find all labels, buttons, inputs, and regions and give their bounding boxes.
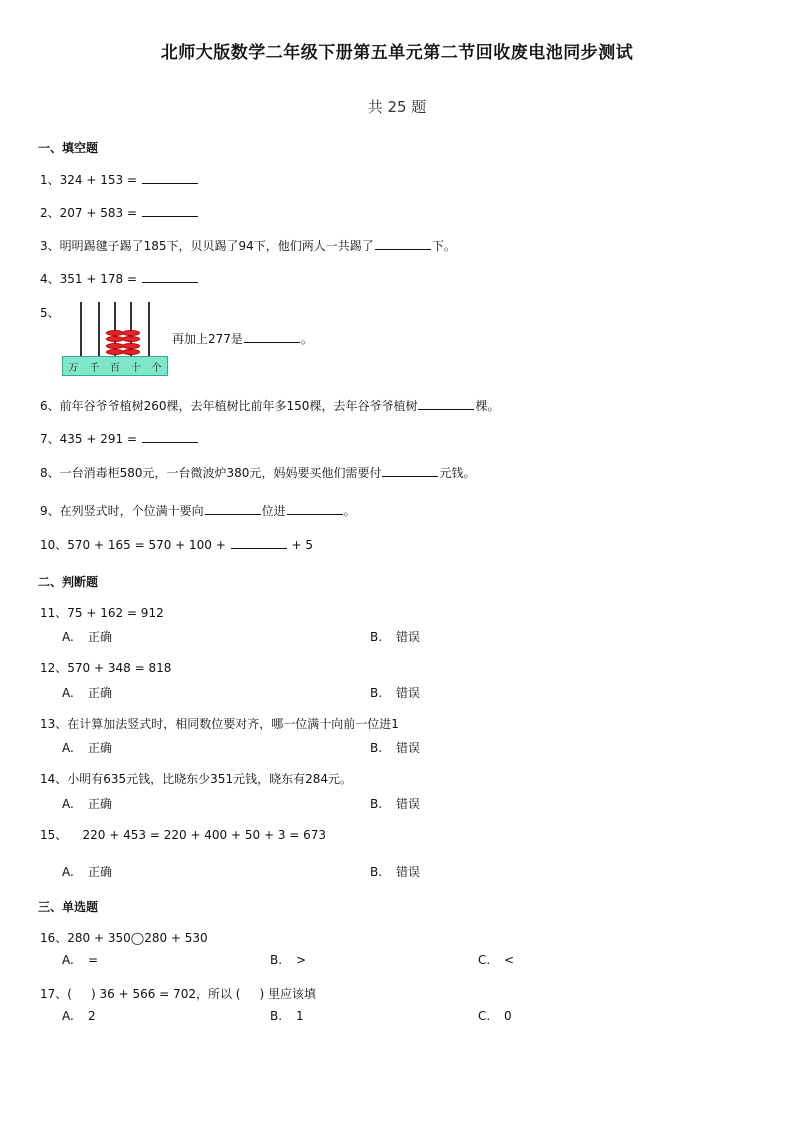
question-9 <box>40 502 356 519</box>
answer-blank[interactable] <box>205 502 261 515</box>
option-b[interactable]: B. 错误 <box>370 630 421 644</box>
question-text: 再加上277是 <box>172 332 243 346</box>
question-text-end: 元钱。 <box>439 466 476 480</box>
abacus-label: 个 <box>151 362 162 374</box>
question-5 <box>172 330 313 347</box>
question-text: 2、207 + 583 = <box>40 206 137 220</box>
option-a[interactable]: A. 正确 <box>62 797 113 811</box>
question-13: 13、在计算加法竖式时，相同数位要对齐，哪一位满十向前一位进1 <box>40 717 399 731</box>
abacus-base <box>62 356 168 376</box>
question-text-end: 。 <box>343 504 356 518</box>
page-title: 北师大版数学二年级下册第五单元第二节回收废电池同步测试 <box>160 43 634 63</box>
question-8 <box>40 464 475 481</box>
abacus-label: 十 <box>130 362 141 374</box>
option-b[interactable]: B. 1 <box>270 1009 304 1023</box>
question-text-end: 棵。 <box>475 399 500 413</box>
abacus-bead <box>122 330 140 336</box>
question-11: 11、75 + 162 = 912 <box>40 606 164 620</box>
abacus-bead <box>122 349 140 355</box>
abacus-bead <box>122 343 140 349</box>
abacus-rod <box>80 302 82 357</box>
abacus-rod <box>98 302 100 357</box>
answer-blank[interactable] <box>287 502 343 515</box>
question-5-number: 5、 <box>40 306 60 320</box>
abacus-label: 万 <box>68 362 79 374</box>
section-true-false: 二、判断题 <box>38 575 99 589</box>
option-b[interactable]: B. > <box>270 953 307 967</box>
abacus-rod <box>148 302 150 357</box>
option-a[interactable]: A. = <box>62 953 99 967</box>
question-16: 16、280 + 350◯280 + 530 <box>40 931 208 945</box>
question-text: 1、324 + 153 = <box>40 173 137 187</box>
question-text: 6、前年谷爷爷植树260棵，去年植树比前年多150棵，去年谷爷爷植树 <box>40 399 418 413</box>
option-c[interactable]: C. < <box>478 953 515 967</box>
question-6 <box>40 397 499 414</box>
question-text-end: + 5 <box>291 538 313 552</box>
question-4 <box>40 270 199 287</box>
answer-blank[interactable] <box>142 430 198 443</box>
question-text-end: 。 <box>300 332 313 346</box>
option-b[interactable]: B. 错误 <box>370 865 421 879</box>
section-fill-blank: 一、填空题 <box>38 141 99 155</box>
question-text: 4、351 + 178 = <box>40 272 137 286</box>
abacus-bead <box>122 336 140 342</box>
abacus-label: 千 <box>89 362 100 374</box>
abacus-image <box>62 300 168 376</box>
option-b[interactable]: B. 错误 <box>370 741 421 755</box>
question-3 <box>40 237 456 254</box>
question-10 <box>40 536 313 553</box>
question-2 <box>40 204 199 221</box>
option-a[interactable]: A. 正确 <box>62 741 113 755</box>
question-text: 7、435 + 291 = <box>40 432 137 446</box>
option-c[interactable]: C. 0 <box>478 1009 512 1023</box>
answer-blank[interactable] <box>142 204 198 217</box>
question-7 <box>40 430 199 447</box>
question-text: 10、570 + 165 = 570 + 100 + <box>40 538 226 552</box>
answer-blank[interactable] <box>418 397 474 410</box>
option-b[interactable]: B. 错误 <box>370 797 421 811</box>
section-single-choice: 三、单选题 <box>38 900 99 914</box>
answer-blank[interactable] <box>382 464 438 477</box>
option-b[interactable]: B. 错误 <box>370 686 421 700</box>
answer-blank[interactable] <box>231 536 287 549</box>
question-text: 3、明明踢毽子踢了185下，贝贝踢了94下，他们两人一共踢了 <box>40 239 374 253</box>
option-a[interactable]: A. 正确 <box>62 630 113 644</box>
question-text: 9、在列竖式时，个位满十要向 <box>40 504 204 518</box>
question-text: 8、一台消毒柜580元，一台微波炉380元，妈妈要买他们需要付 <box>40 466 382 480</box>
option-a[interactable]: A. 正确 <box>62 686 113 700</box>
question-text-end: 下。 <box>431 239 456 253</box>
question-count: 共 25 题 <box>367 98 427 116</box>
option-a[interactable]: A. 2 <box>62 1009 96 1023</box>
option-a[interactable]: A. 正确 <box>62 865 113 879</box>
answer-blank[interactable] <box>244 330 300 343</box>
question-1 <box>40 171 199 188</box>
question-14: 14、小明有635元钱，比晓东少351元钱，晓东有284元。 <box>40 772 352 786</box>
answer-blank[interactable] <box>142 270 198 283</box>
question-text-mid: 位进 <box>261 504 286 518</box>
answer-blank[interactable] <box>142 171 198 184</box>
question-17: 17、( ) 36 + 566 = 702，所以 ( ) 里应该填 <box>40 987 317 1001</box>
answer-blank[interactable] <box>375 237 431 250</box>
question-12: 12、570 + 348 = 818 <box>40 661 172 675</box>
question-15: 15、 220 + 453 = 220 + 400 + 50 + 3 = 673 <box>40 828 327 842</box>
abacus-label: 百 <box>109 362 120 374</box>
